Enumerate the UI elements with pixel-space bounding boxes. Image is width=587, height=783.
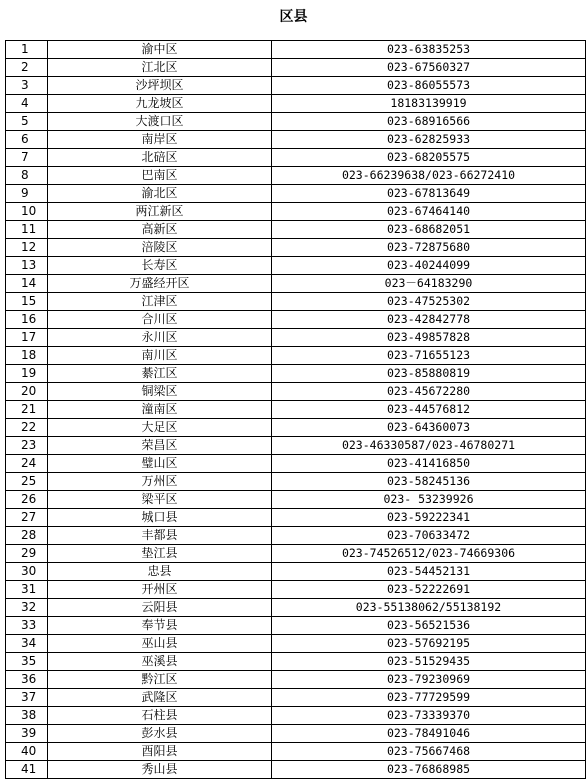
phone-number: 023-67560327 — [272, 59, 586, 77]
phone-number: 023-68682051 — [272, 221, 586, 239]
table-row — [6, 563, 586, 581]
table-row — [6, 293, 586, 311]
row-number: 6 — [6, 131, 48, 149]
table-row — [6, 221, 586, 239]
table-row — [6, 689, 586, 707]
row-number: 8 — [6, 167, 48, 185]
phone-number: 023-62825933 — [272, 131, 586, 149]
row-number: 16 — [6, 311, 48, 329]
row-number: 20 — [6, 383, 48, 401]
row-number: 33 — [6, 617, 48, 635]
phone-number: 023-56521536 — [272, 617, 586, 635]
row-number: 10 — [6, 203, 48, 221]
row-number: 41 — [6, 761, 48, 779]
row-number: 3 — [6, 77, 48, 95]
table-row — [6, 257, 586, 275]
district-name: 石柱县 — [48, 707, 272, 725]
phone-number: 023-44576812 — [272, 401, 586, 419]
phone-number: 023-63835253 — [272, 41, 586, 59]
phone-number: 023-57692195 — [272, 635, 586, 653]
table-row — [6, 131, 586, 149]
phone-number: 18183139919 — [272, 95, 586, 113]
row-number: 17 — [6, 329, 48, 347]
table-row — [6, 401, 586, 419]
district-name: 渝中区 — [48, 41, 272, 59]
district-name: 涪陵区 — [48, 239, 272, 257]
phone-number: 023-73339370 — [272, 707, 586, 725]
table-row — [6, 761, 586, 779]
row-number: 40 — [6, 743, 48, 761]
table-row — [6, 599, 586, 617]
district-name: 开州区 — [48, 581, 272, 599]
district-name: 九龙坡区 — [48, 95, 272, 113]
district-name: 南川区 — [48, 347, 272, 365]
row-number: 1 — [6, 41, 48, 59]
phone-number: 023-47525302 — [272, 293, 586, 311]
phone-number: 023-42842778 — [272, 311, 586, 329]
table-row — [6, 59, 586, 77]
table-row — [6, 743, 586, 761]
district-name: 北碚区 — [48, 149, 272, 167]
phone-number: 023-75667468 — [272, 743, 586, 761]
phone-number: 023-78491046 — [272, 725, 586, 743]
row-number: 2 — [6, 59, 48, 77]
district-name: 永川区 — [48, 329, 272, 347]
row-number: 32 — [6, 599, 48, 617]
district-name: 秀山县 — [48, 761, 272, 779]
table-row — [6, 185, 586, 203]
row-number: 13 — [6, 257, 48, 275]
district-name: 荣昌区 — [48, 437, 272, 455]
district-name: 垫江县 — [48, 545, 272, 563]
district-phone-table — [5, 40, 586, 779]
phone-number: 023-79230969 — [272, 671, 586, 689]
row-number: 35 — [6, 653, 48, 671]
row-number: 29 — [6, 545, 48, 563]
district-name: 长寿区 — [48, 257, 272, 275]
table-row — [6, 437, 586, 455]
phone-number: 023-58245136 — [272, 473, 586, 491]
row-number: 26 — [6, 491, 48, 509]
phone-number: 023-59222341 — [272, 509, 586, 527]
district-name: 潼南区 — [48, 401, 272, 419]
table-body — [6, 41, 586, 779]
district-name: 江津区 — [48, 293, 272, 311]
district-name: 云阳县 — [48, 599, 272, 617]
table-row — [6, 311, 586, 329]
table-row — [6, 419, 586, 437]
phone-number: 023-68205575 — [272, 149, 586, 167]
table-row — [6, 455, 586, 473]
district-name: 两江新区 — [48, 203, 272, 221]
row-number: 28 — [6, 527, 48, 545]
phone-number: 023-51529435 — [272, 653, 586, 671]
table-row — [6, 725, 586, 743]
phone-number: 023－64183290 — [272, 275, 586, 293]
district-name: 奉节县 — [48, 617, 272, 635]
row-number: 36 — [6, 671, 48, 689]
table-row — [6, 95, 586, 113]
row-number: 14 — [6, 275, 48, 293]
table-row — [6, 329, 586, 347]
table-row — [6, 149, 586, 167]
row-number: 15 — [6, 293, 48, 311]
row-number: 25 — [6, 473, 48, 491]
phone-number: 023-77729599 — [272, 689, 586, 707]
district-name: 巫山县 — [48, 635, 272, 653]
district-name: 巫溪县 — [48, 653, 272, 671]
row-number: 34 — [6, 635, 48, 653]
table-row — [6, 383, 586, 401]
table-row — [6, 113, 586, 131]
table-row — [6, 671, 586, 689]
district-name: 万州区 — [48, 473, 272, 491]
row-number: 11 — [6, 221, 48, 239]
page-title: 区县 — [279, 9, 308, 25]
phone-number: 023-74526512/023-74669306 — [272, 545, 586, 563]
table-row — [6, 347, 586, 365]
district-name: 巴南区 — [48, 167, 272, 185]
row-number: 19 — [6, 365, 48, 383]
table-row — [6, 545, 586, 563]
phone-number: 023-71655123 — [272, 347, 586, 365]
table-row — [6, 509, 586, 527]
district-name: 彭水县 — [48, 725, 272, 743]
district-name: 沙坪坝区 — [48, 77, 272, 95]
district-name: 酉阳县 — [48, 743, 272, 761]
row-number: 21 — [6, 401, 48, 419]
phone-number: 023-72875680 — [272, 239, 586, 257]
phone-number: 023-66239638/023-66272410 — [272, 167, 586, 185]
district-name: 江北区 — [48, 59, 272, 77]
district-name: 渝北区 — [48, 185, 272, 203]
row-number: 12 — [6, 239, 48, 257]
row-number: 7 — [6, 149, 48, 167]
phone-number: 023- 53239926 — [272, 491, 586, 509]
phone-number: 023-67813649 — [272, 185, 586, 203]
district-name: 丰都县 — [48, 527, 272, 545]
district-name: 铜梁区 — [48, 383, 272, 401]
table-row — [6, 275, 586, 293]
table-row — [6, 239, 586, 257]
row-number: 5 — [6, 113, 48, 131]
row-number: 22 — [6, 419, 48, 437]
district-name: 武隆区 — [48, 689, 272, 707]
table-row — [6, 653, 586, 671]
row-number: 4 — [6, 95, 48, 113]
phone-number: 023-67464140 — [272, 203, 586, 221]
table-row — [6, 365, 586, 383]
phone-number: 023-54452131 — [272, 563, 586, 581]
phone-number: 023-64360073 — [272, 419, 586, 437]
table-row — [6, 707, 586, 725]
table-row — [6, 77, 586, 95]
table-row — [6, 581, 586, 599]
row-number: 27 — [6, 509, 48, 527]
phone-number: 023-40244099 — [272, 257, 586, 275]
district-name: 璧山区 — [48, 455, 272, 473]
district-name: 梁平区 — [48, 491, 272, 509]
row-number: 18 — [6, 347, 48, 365]
table-row — [6, 617, 586, 635]
row-number: 37 — [6, 689, 48, 707]
phone-number: 023-41416850 — [272, 455, 586, 473]
phone-number: 023-46330587/023-46780271 — [272, 437, 586, 455]
table-row — [6, 167, 586, 185]
phone-number: 023-52222691 — [272, 581, 586, 599]
row-number: 9 — [6, 185, 48, 203]
district-name: 綦江区 — [48, 365, 272, 383]
phone-number: 023-49857828 — [272, 329, 586, 347]
district-name: 城口县 — [48, 509, 272, 527]
district-name: 大足区 — [48, 419, 272, 437]
table-row — [6, 635, 586, 653]
table-row — [6, 491, 586, 509]
district-name: 高新区 — [48, 221, 272, 239]
table-row — [6, 473, 586, 491]
table-row — [6, 527, 586, 545]
district-name: 万盛经开区 — [48, 275, 272, 293]
phone-number: 023-70633472 — [272, 527, 586, 545]
phone-number: 023-55138062/55138192 — [272, 599, 586, 617]
row-number: 24 — [6, 455, 48, 473]
row-number: 31 — [6, 581, 48, 599]
row-number: 23 — [6, 437, 48, 455]
district-name: 忠县 — [48, 563, 272, 581]
table-row — [6, 41, 586, 59]
row-number: 30 — [6, 563, 48, 581]
district-name: 合川区 — [48, 311, 272, 329]
phone-number: 023-45672280 — [272, 383, 586, 401]
district-name: 大渡口区 — [48, 113, 272, 131]
district-name: 黔江区 — [48, 671, 272, 689]
phone-number: 023-85880819 — [272, 365, 586, 383]
row-number: 38 — [6, 707, 48, 725]
district-name: 南岸区 — [48, 131, 272, 149]
phone-number: 023-86055573 — [272, 77, 586, 95]
phone-number: 023-76868985 — [272, 761, 586, 779]
phone-number: 023-68916566 — [272, 113, 586, 131]
table-row — [6, 203, 586, 221]
row-number: 39 — [6, 725, 48, 743]
